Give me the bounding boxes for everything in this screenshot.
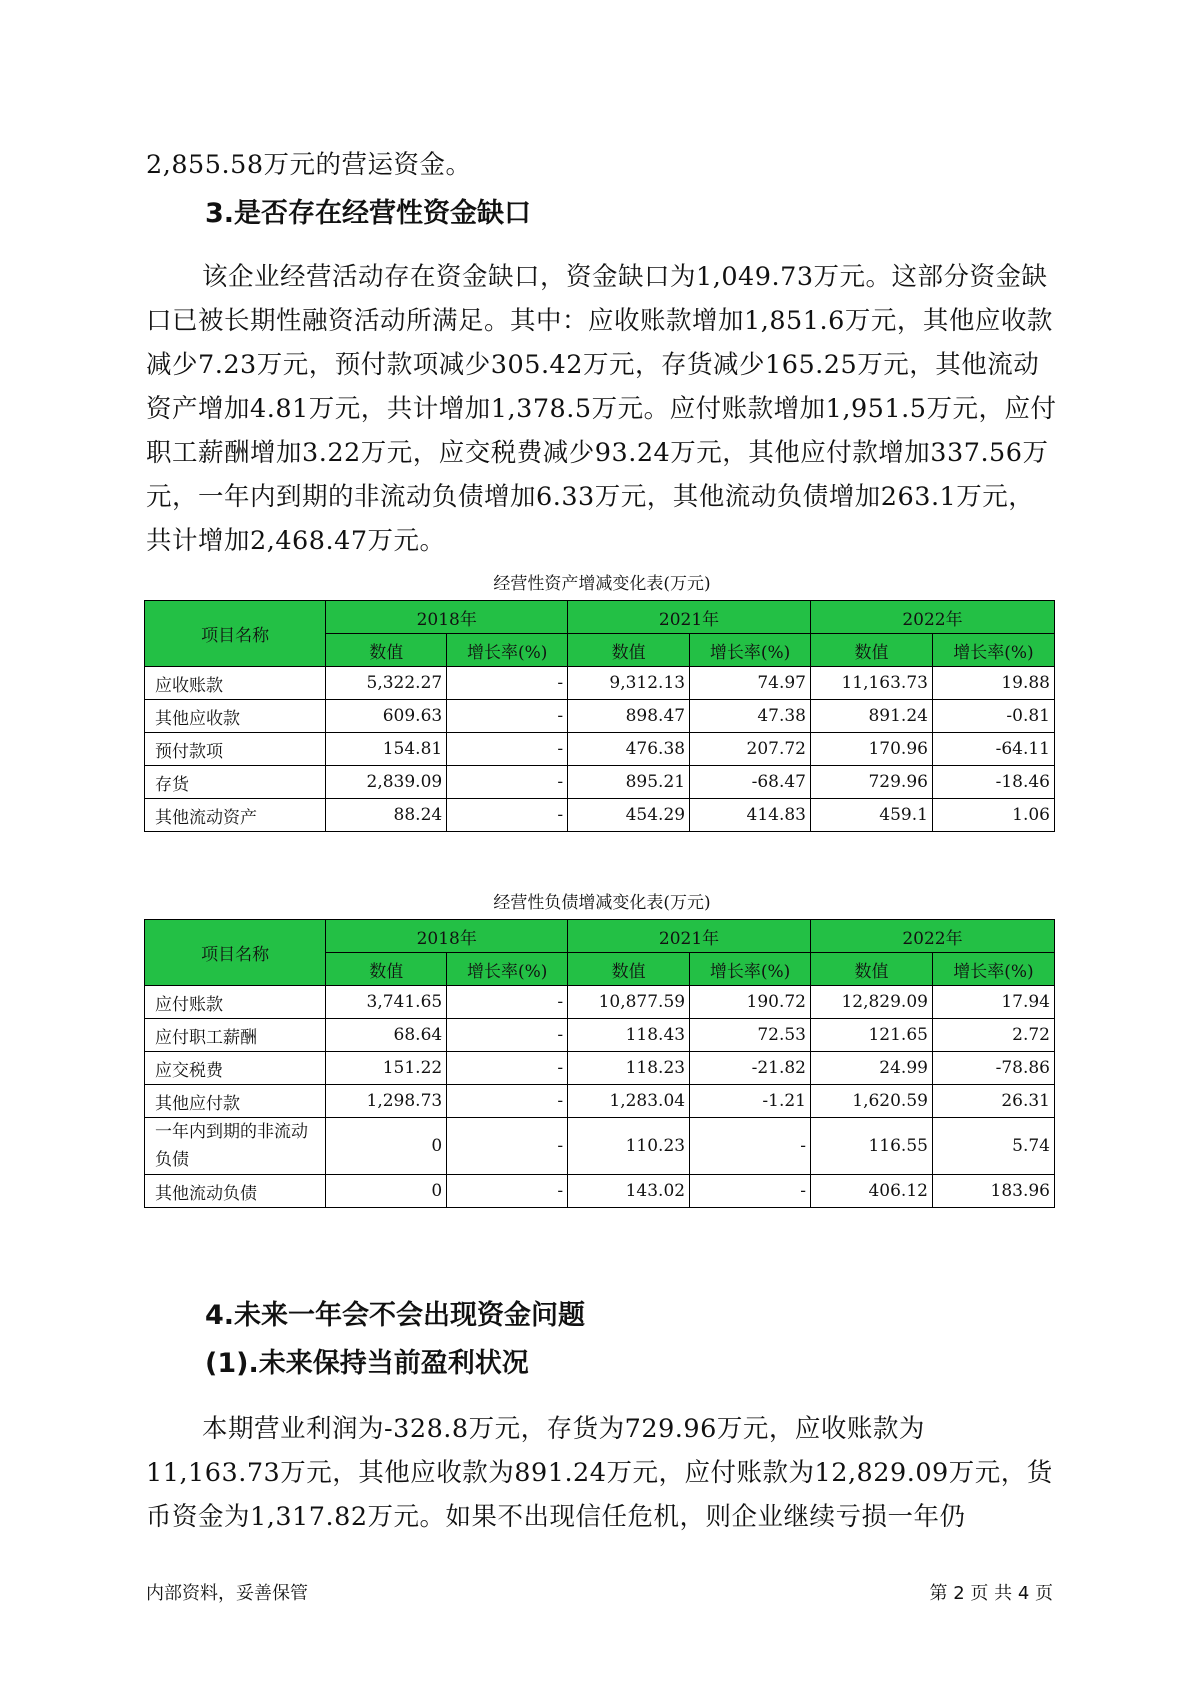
cell-growth: 2.72 [932,1019,1054,1052]
cell-value: 898.47 [568,700,690,733]
header-growth: 增长率(%) [690,953,811,986]
header-year-2022: 2022年 [811,920,1055,953]
cell-value: 895.21 [568,766,690,799]
subsection-heading-4-1: (1).未来保持当前盈利状况 [205,1348,529,1379]
cell-value: 459.1 [811,799,933,832]
cell-value: 88.24 [326,799,447,832]
cell-growth: - [447,700,568,733]
cell-growth: -68.47 [690,766,811,799]
cell-item: 存货 [145,766,326,799]
cell-value: 68.64 [326,1019,447,1052]
cell-item: 其他流动资产 [145,799,326,832]
cell-value: 154.81 [326,733,447,766]
header-growth: 增长率(%) [932,953,1054,986]
table-row [145,1175,1055,1208]
cell-growth: 414.83 [690,799,811,832]
cell-value: 116.55 [811,1118,933,1175]
section-heading-4: 4.未来一年会不会出现资金问题 [205,1300,586,1331]
cell-value: 10,877.59 [568,986,690,1019]
cell-growth: -1.21 [690,1085,811,1118]
header-item-name: 项目名称 [145,601,326,667]
cell-value: 0 [326,1118,447,1175]
cell-growth: - [447,1052,568,1085]
cell-value: 729.96 [811,766,933,799]
cell-value: 24.99 [811,1052,933,1085]
cell-item: 应付账款 [145,986,326,1019]
cell-growth: 47.38 [690,700,811,733]
table-row [145,986,1055,1019]
header-row-years [145,601,1055,634]
cell-growth: 183.96 [932,1175,1054,1208]
cell-value: 1,283.04 [568,1085,690,1118]
cell-value: 110.23 [568,1118,690,1175]
cell-growth: 19.88 [932,667,1054,700]
cell-value: 151.22 [326,1052,447,1085]
header-value: 数值 [568,953,690,986]
paragraph-funding-gap: 该企业经营活动存在资金缺口，资金缺口为1,049.73万元。这部分资金缺口已被长期性融资活动所满足。其中：应收账款增加1,851.6万元，其他应收款减少7.23万元，预付款项减少305.42万元，存货减少165.25万元，其他流动资产增加4.81万元，共计增加1,378.5万元。应付账款增加1,951.5万元，应付职工薪酬增加3.22万元，应交税费减少93.24万元，其他应付款增加337.56万元，一年内到期的非流动负债增加6.33万元，其他流动负债增加263.1万元，共计增加2,468.47万元。 [146,262,1057,556]
cell-value: 5,322.27 [326,667,447,700]
cell-growth: - [447,799,568,832]
cell-value: 143.02 [568,1175,690,1208]
cell-value: 2,839.09 [326,766,447,799]
cell-value: 476.38 [568,733,690,766]
table-caption-liabilities: 经营性负债增减变化表(万元) [493,893,711,913]
header-value: 数值 [811,634,933,667]
cell-growth: - [447,1175,568,1208]
header-value: 数值 [568,634,690,667]
cell-growth: -0.81 [932,700,1054,733]
cell-item: 应收账款 [145,667,326,700]
header-growth: 增长率(%) [447,634,568,667]
section-heading-3: 3.是否存在经营性资金缺口 [205,198,532,229]
cell-item: 应付职工薪酬 [145,1019,326,1052]
cell-value: 170.96 [811,733,933,766]
cell-growth: - [690,1175,811,1208]
cell-growth: 207.72 [690,733,811,766]
table-row [145,733,1055,766]
table-row [145,700,1055,733]
cell-item: 预付款项 [145,733,326,766]
footer-page-number: 第 2 页 共 4 页 [929,1583,1053,1604]
header-value: 数值 [326,953,447,986]
cell-value: 406.12 [811,1175,933,1208]
header-year-2018: 2018年 [326,920,568,953]
cell-growth: 74.97 [690,667,811,700]
cell-value: 0 [326,1175,447,1208]
cell-growth: 72.53 [690,1019,811,1052]
header-value: 数值 [811,953,933,986]
cell-item: 其他应付款 [145,1085,326,1118]
cell-value: 3,741.65 [326,986,447,1019]
cell-growth: 17.94 [932,986,1054,1019]
footer-confidential-note: 内部资料，妥善保管 [146,1583,308,1604]
cell-value: 118.23 [568,1052,690,1085]
cell-growth: -21.82 [690,1052,811,1085]
cell-item: 一年内到期的非流动负债 [145,1118,326,1175]
header-row-years [145,920,1055,953]
cell-value: 891.24 [811,700,933,733]
cell-growth: - [447,667,568,700]
table-row [145,1085,1055,1118]
cell-value: 454.29 [568,799,690,832]
header-growth: 增长率(%) [447,953,568,986]
cell-growth: 26.31 [932,1085,1054,1118]
header-item-name: 项目名称 [145,920,326,986]
cell-growth: - [690,1118,811,1175]
cell-item: 其他流动负债 [145,1175,326,1208]
cell-growth: -78.86 [932,1052,1054,1085]
table-row [145,1052,1055,1085]
cell-growth: - [447,1118,568,1175]
cell-value: 121.65 [811,1019,933,1052]
cell-growth: 1.06 [932,799,1054,832]
table-row [145,667,1055,700]
table-row [145,1118,1055,1175]
header-growth: 增长率(%) [690,634,811,667]
cell-growth: - [447,1085,568,1118]
cell-growth: - [447,733,568,766]
header-growth: 增长率(%) [932,634,1054,667]
table-operating-liabilities [144,919,1055,1208]
cell-growth: -64.11 [932,733,1054,766]
cell-item: 其他应收款 [145,700,326,733]
cell-growth: -18.46 [932,766,1054,799]
cell-value: 9,312.13 [568,667,690,700]
cell-growth: 5.74 [932,1118,1054,1175]
header-year-2021: 2021年 [568,920,811,953]
cell-item: 应交税费 [145,1052,326,1085]
table-row [145,1019,1055,1052]
cell-value: 118.43 [568,1019,690,1052]
table-row [145,799,1055,832]
cell-growth: - [447,986,568,1019]
cell-value: 1,298.73 [326,1085,447,1118]
table-row [145,766,1055,799]
cell-growth: - [447,1019,568,1052]
cell-value: 12,829.09 [811,986,933,1019]
paragraph-working-capital: 2,855.58万元的营运资金。 [146,150,472,180]
header-year-2021: 2021年 [568,601,811,634]
cell-value: 11,163.73 [811,667,933,700]
cell-value: 609.63 [326,700,447,733]
header-value: 数值 [326,634,447,667]
header-year-2018: 2018年 [326,601,568,634]
paragraph-profit-status: 本期营业利润为-328.8万元，存货为729.96万元，应收账款为11,163.73万元，其他应收款为891.24万元，应付账款为12,829.09万元，货币资金为1,317.82万元。如果不出现信任危机，则企业继续亏损一年仍 [146,1414,1053,1532]
table-caption-assets: 经营性资产增减变化表(万元) [493,574,711,594]
cell-growth: 190.72 [690,986,811,1019]
cell-growth: - [447,766,568,799]
cell-value: 1,620.59 [811,1085,933,1118]
table-operating-assets [144,600,1055,832]
header-year-2022: 2022年 [811,601,1055,634]
